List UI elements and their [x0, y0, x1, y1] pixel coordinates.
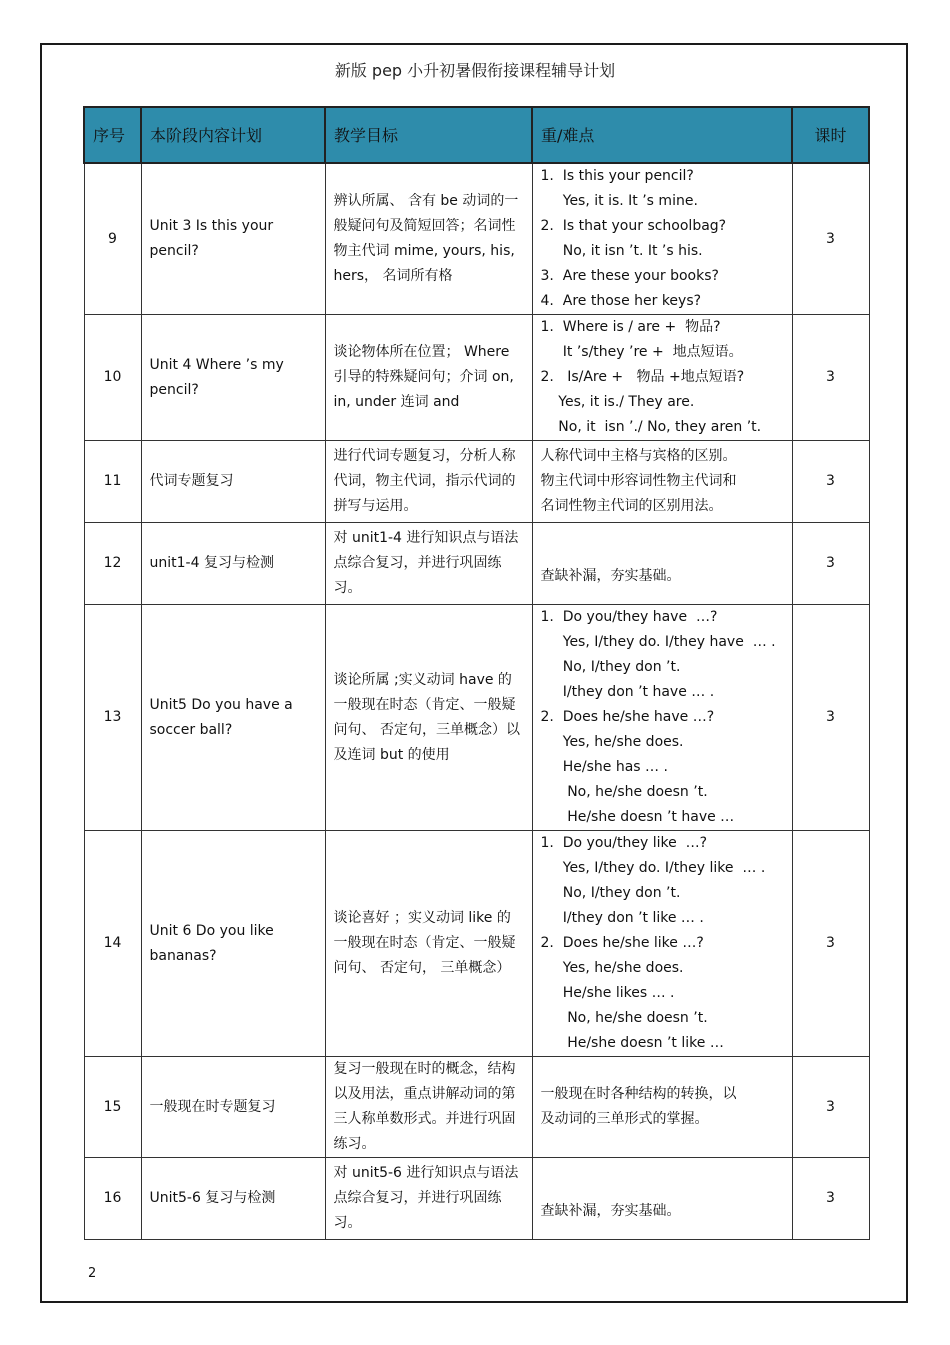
key-point-line: 2. Does he/she have …?: [540, 709, 715, 725]
key-point-line: It ’s/they ’re + 地点短语。: [540, 344, 743, 360]
key-point-line: 物主代词中形容词性物主代词和: [540, 473, 737, 489]
row-content: Unit 6 Do you like bananas?: [141, 831, 325, 1057]
row-goal: 辨认所属、 含有 be 动词的一般疑问句及简短回答；名词性物主代词 mime, yours, his, hers， 名词所有格: [325, 163, 532, 315]
key-point-line: 一般现在时各种结构的转换，以: [540, 1086, 737, 1102]
header-hours: 课时: [792, 107, 869, 163]
row-number: 10: [84, 315, 141, 441]
row-hours: 3: [792, 605, 869, 831]
key-point-line: No, it isn ’t. It ’s his.: [540, 243, 703, 259]
row-content: Unit5 Do you have a soccer ball?: [141, 605, 325, 831]
table-row: [84, 1158, 869, 1240]
row-goal: 进行代词专题复习，分析人称代词，物主代词，指示代词的拼写与运用。: [325, 441, 532, 523]
row-goal: 谈论喜好 ；实义动词 like 的一般现在时态（肯定、一般疑问句、 否定句， 三单概念）: [325, 831, 532, 1057]
row-goal: 谈论所属 ;实义动词 have 的一般现在时态（肯定、一般疑问句、 否定句，三单概念）以及连词 but 的使用: [325, 605, 532, 831]
key-point-line: Yes, he/she does.: [540, 734, 684, 750]
key-point-line: 查缺补漏，夯实基础。: [540, 1202, 681, 1219]
table-row: [84, 523, 869, 605]
row-goal: 谈论物体所在位置； Where 引导的特殊疑问句；介词 on, in, under 连词 and: [325, 315, 532, 441]
key-point-line: No, he/she doesn ’t.: [540, 784, 708, 800]
row-content: Unit5-6 复习与检测: [141, 1158, 325, 1240]
key-point-line: 2. Is/Are + 物品 +地点短语?: [540, 369, 745, 385]
key-point-line: [541, 1174, 784, 1199]
table-row: [84, 605, 869, 831]
key-point-line: 查缺补漏，夯实基础。: [540, 567, 681, 584]
row-key-points: [532, 163, 792, 315]
header-no: 序号: [84, 107, 141, 163]
table-row: [84, 315, 869, 441]
document-title: 新版 pep 小升初暑假衔接课程辅导计划: [334, 61, 616, 80]
key-point-line: No, I/they don ’t.: [540, 659, 681, 675]
key-point-line: Yes, it is. It ’s mine.: [540, 193, 698, 209]
row-hours: 3: [792, 1158, 869, 1240]
key-point-line: Yes, I/they do. I/they have … .: [540, 634, 776, 650]
table-row: [84, 441, 869, 523]
row-number: 11: [84, 441, 141, 523]
row-goal: 复习一般现在时的概念，结构以及用法，重点讲解动词的第三人称单数形式。并进行巩固练习。: [325, 1057, 532, 1158]
row-hours: 3: [792, 831, 869, 1057]
row-number: 14: [84, 831, 141, 1057]
key-point-line: [541, 539, 784, 564]
course-plan-table: [83, 106, 870, 1240]
page-number: 2: [88, 1266, 97, 1281]
row-content: Unit 3 Is this your pencil?: [141, 163, 325, 315]
table-row: [84, 163, 869, 315]
table-row: [84, 831, 869, 1057]
row-number: 12: [84, 523, 141, 605]
row-key-points: [532, 1057, 792, 1158]
table-header-row: [84, 107, 869, 163]
key-point-line: No, he/she doesn ’t.: [540, 1010, 708, 1026]
key-point-line: 名词性物主代词的区别用法。: [540, 498, 723, 514]
key-point-line: He/she doesn ’t like …: [540, 1035, 724, 1051]
row-content: 一般现在时专题复习: [141, 1057, 325, 1158]
key-point-line: 2. Is that your schoolbag?: [540, 218, 727, 234]
key-point-line: Yes, I/they do. I/they like … .: [540, 860, 766, 876]
key-point-line: He/she has … .: [540, 759, 668, 775]
row-number: 15: [84, 1057, 141, 1158]
row-hours: 3: [792, 315, 869, 441]
key-point-line: He/she likes … .: [540, 985, 675, 1001]
key-point-line: 1. Do you/they like …?: [540, 835, 708, 851]
row-number: 9: [84, 163, 141, 315]
row-key-points: [532, 441, 792, 523]
row-key-points: [532, 831, 792, 1057]
row-key-points: [532, 605, 792, 831]
row-key-points: [532, 523, 792, 605]
header-keys: 重/难点: [532, 107, 792, 163]
row-hours: 3: [792, 163, 869, 315]
key-point-line: I/they don ’t like … .: [540, 910, 704, 926]
key-point-line: 1. Is this your pencil?: [540, 168, 694, 184]
table-row: [84, 1057, 869, 1158]
key-point-line: 人称代词中主格与宾格的区别。: [540, 448, 737, 464]
key-point-line: 1. Do you/they have …?: [540, 609, 718, 625]
row-number: 13: [84, 605, 141, 831]
row-hours: 3: [792, 1057, 869, 1158]
row-key-points: [532, 1158, 792, 1240]
header-goal: 教学目标: [325, 107, 532, 163]
row-content: unit1-4 复习与检测: [141, 523, 325, 605]
key-point-line: No, I/they don ’t.: [540, 885, 681, 901]
key-point-line: Yes, he/she does.: [540, 960, 684, 976]
row-content: 代词专题复习: [141, 441, 325, 523]
key-point-line: No, it isn ’./ No, they aren ’t.: [540, 419, 762, 435]
key-point-line: I/they don ’t have … .: [540, 684, 715, 700]
row-goal: 对 unit5-6 进行知识点与语法点综合复习，并进行巩固练习。: [325, 1158, 532, 1240]
key-point-line: 及动词的三单形式的掌握。: [540, 1111, 709, 1127]
key-point-line: 1. Where is / are + 物品?: [540, 319, 721, 335]
key-point-line: He/she doesn ’t have …: [540, 809, 735, 825]
header-content: 本阶段内容计划: [141, 107, 325, 163]
row-hours: 3: [792, 441, 869, 523]
key-point-line: 2. Does he/she like …?: [540, 935, 704, 951]
key-point-line: 4. Are those her keys?: [540, 293, 702, 309]
key-point-line: 3. Are these your books?: [540, 268, 719, 284]
row-content: Unit 4 Where ’s my pencil?: [141, 315, 325, 441]
key-point-line: Yes, it is./ They are.: [540, 394, 695, 410]
row-hours: 3: [792, 523, 869, 605]
row-key-points: [532, 315, 792, 441]
row-goal: 对 unit1-4 进行知识点与语法点综合复习，并进行巩固练习。: [325, 523, 532, 605]
row-number: 16: [84, 1158, 141, 1240]
